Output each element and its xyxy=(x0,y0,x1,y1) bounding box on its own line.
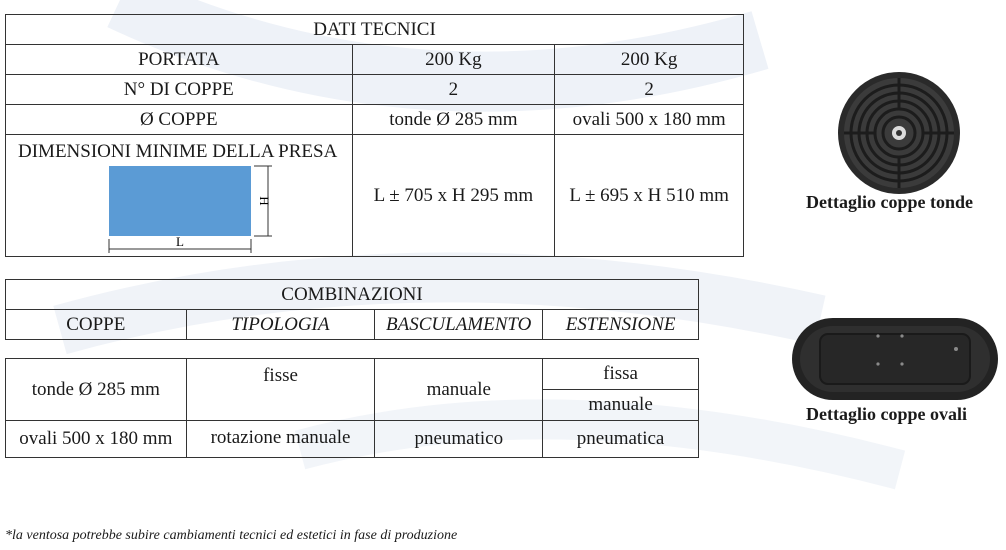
min-grip-dimensions-label: DIMENSIONI MINIME DELLA PRESA xyxy=(18,141,338,162)
cups-diameter-value-b: ovali 500 x 180 mm xyxy=(555,105,744,135)
oval-cup-caption: Dettaglio coppe ovali xyxy=(806,404,967,424)
capacity-value-a: 200 Kg xyxy=(352,45,555,75)
col-header-coppe: COPPE xyxy=(6,310,187,340)
col-header-estensione: ESTENSIONE xyxy=(543,310,699,340)
cups-count-value-b: 2 xyxy=(555,75,744,105)
capacity-label: PORTATA xyxy=(6,45,353,75)
footnote: *la ventosa potrebbe subire cambiamenti tecnici ed estetici in fase di produzione xyxy=(5,528,458,543)
combinations-header-table xyxy=(5,279,699,340)
combo-estensione-pneumatic: pneumatica xyxy=(543,421,699,458)
combo-coppe-oval: ovali 500 x 180 mm xyxy=(6,421,187,458)
grip-dimension-diagram xyxy=(106,165,281,255)
combo-basculamento-manual: manuale xyxy=(375,359,543,421)
combo-tipologia-rotation: rotazione manuale xyxy=(186,421,375,458)
combo-estensione-fixed: fissa xyxy=(543,359,699,390)
combo-coppe-round: tonde Ø 285 mm xyxy=(6,359,187,421)
cups-diameter-value-a: tonde Ø 285 mm xyxy=(352,105,555,135)
combinations-title: COMBINAZIONI xyxy=(6,280,699,310)
round-cup-image xyxy=(836,70,962,196)
cups-count-value-a: 2 xyxy=(352,75,555,105)
oval-cup-image xyxy=(790,316,1000,402)
combo-tipologia-fixed: fisse xyxy=(186,359,375,421)
diagram-length-label: L xyxy=(176,234,184,249)
combo-basculamento-pneumatic: pneumatico xyxy=(375,421,543,458)
col-header-tipologia: TIPOLOGIA xyxy=(186,310,375,340)
min-grip-dimensions-cell xyxy=(6,135,353,257)
technical-data-table xyxy=(5,14,744,257)
capacity-value-b: 200 Kg xyxy=(555,45,744,75)
min-grip-value-a: L ± 705 x H 295 mm xyxy=(352,135,555,257)
round-cup-caption: Dettaglio coppe tonde xyxy=(806,192,973,212)
combo-estensione-manual: manuale xyxy=(543,390,699,421)
technical-data-title: DATI TECNICI xyxy=(6,15,744,45)
cups-diameter-label: Ø COPPE xyxy=(6,105,353,135)
cups-count-label: N° DI COPPE xyxy=(6,75,353,105)
min-grip-value-b: L ± 695 x H 510 mm xyxy=(555,135,744,257)
combinations-data-table xyxy=(5,358,699,458)
col-header-basculamento: BASCULAMENTO xyxy=(375,310,543,340)
diagram-height-label: H xyxy=(257,196,272,206)
